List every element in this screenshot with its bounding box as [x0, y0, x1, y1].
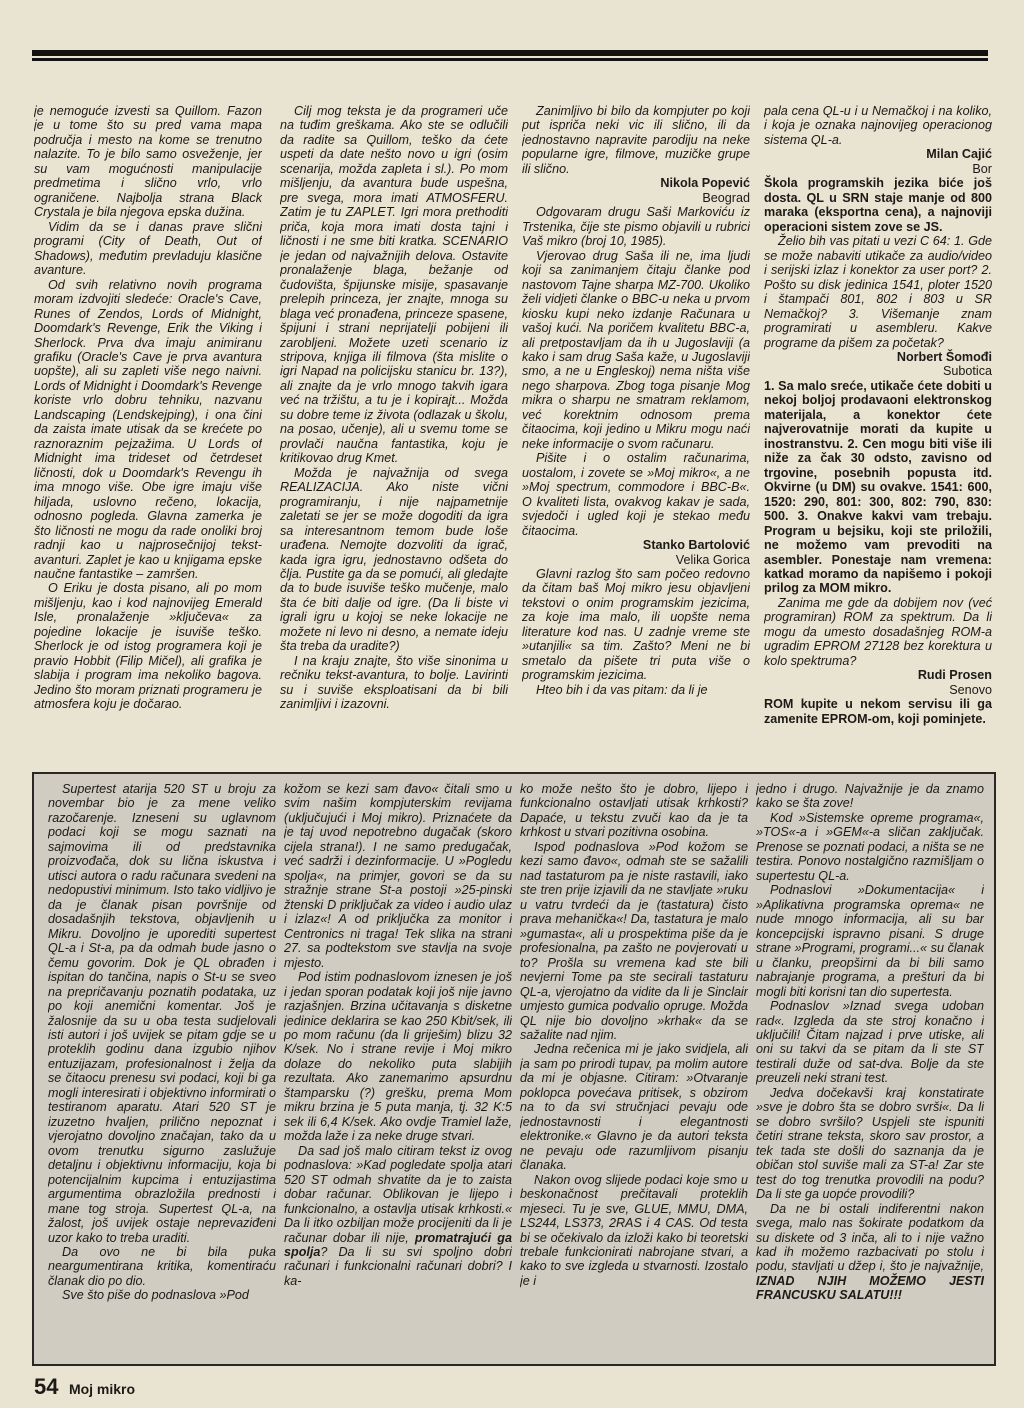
- column-4: [764, 104, 992, 764]
- paragraph: Zanimljivo bi bilo da kompjuter po koji put ispriča neki vic ili slično, ili da jednostavno napravite parodiju na neke popularne igre, filmove, muzičke grupe ili slično.: [522, 104, 750, 176]
- boxed-letter: [32, 772, 996, 1366]
- column-2: [280, 104, 508, 764]
- paragraph: Vjerovao drug Saša ili ne, ima ljudi koji sa zanimanjem čitaju članke pod nastovom Tajne sharpa MZ-700. Ukoliko želi vidjeti članke o BBC-u neka u prvom kiosku kupi neko izdanje Računara u vašoj kući. Na poričem kvalitetu BBC-a, ali pretpostavljam da ih u Jugoslaviji (a kako i sam drug Saša kaže, u Jugoslaviji smo, a ne u Engleskoj) nema ništa više nego sharpova. Zbog toga pisanje Mog mikra o sharpu ne smatram reklamom, već korektnim odnosom prema čitaocima, koji jedino u Mikru mogu naći neke informacije o svom računaru.: [522, 248, 750, 451]
- paragraph: Odgovaram drugu Saši Markoviću iz Trstenika, čije ste pismo objavili u rubrici Vaš mikro (broj 10, 1985).: [522, 205, 750, 249]
- paragraph: Da ne bi ostali indiferentni nakon svega, malo nas šokirate podatkom da su diskete od 3 inča, ali to i nije važno kad ih možemo razbacivati po stolu i podu, stavljati u džep i, što je najvažnije, IZNAD NJIH MOŽEMO JESTI FRANCUSKU SALATU!!!: [756, 1201, 984, 1303]
- signature-place: Velika Gorica: [675, 552, 750, 567]
- paragraph: kožom se kezi sam đavo« čitali smo u svim našim kompjuterskim revijama (uključujući i Moj mikro). Priznaćete da je taj uvod nepotrebno dugačak (skoro cijela strana!). I ne samo predugačak, već sadrži i dezinformacije. U »Pogledu spolja«, na primjer, govori se da su stražnje strane St-a postoji »25-pinski žtenski D priključak za video i audio ulaz i izlaz«! A od priključka za monitor i Centronics ni traga! Tek slika na strani 27. sa podtekstom sve stavlja na svoje mjesto.: [284, 782, 512, 970]
- signature: Stanko Bartolović: [642, 538, 750, 553]
- editor-answer: ROM kupite u nekom servisu ili ga zamenite EPROM-om, koji pominjete.: [764, 697, 992, 726]
- signature: Norbert Šomođi: [896, 349, 992, 364]
- paragraph: Zanima me gde da dobijem nov (već programiran) ROM za spektrum. Da li mogu da umesto dosadašnjeg ROM-a ugradim EPROM 27128 bez korektura u kolo spektruma?: [764, 595, 992, 668]
- paragraph: Sve što piše do podnaslova »Pod: [62, 1288, 249, 1303]
- paragraph: Jedva dočekavši kraj konstatirate »sve je dobro šta se dobro svrši«. Da li se dobro svršilo? Uspjeli ste ispuniti četiri strane teksta, skoro sav prostor, a tek tada ste došli do saznanja da je običan stol suviše mali za ST-a! Zar ste test do tog trenutka provodili na podu? Da li ste ga uopće provodili?: [756, 1085, 984, 1202]
- bold-phrase: IZNAD NJIH MOŽEMO JESTI FRANCUSKU SALATU!!!: [756, 1273, 984, 1303]
- signature: Nikola Popević: [660, 176, 750, 191]
- paragraph: je nemoguće izvesti sa Quillom. Fazon je u tome što su pred vama mapa područja i mesto na kome se trenutno nalazite. To je bilo samo osveženje, jer su vam mogućnosti manipulacije predmetima i slično vrlo, vrlo ograničene. Najbolja strana Black Crystala je bila njegova epska dužina.: [34, 104, 262, 220]
- paragraph: I na kraju znajte, što više sinonima u rečniku tekst-avantura, to bolje. Lavirinti su i suviše eksploatisani da bi bili zanimljivi i izazovni.: [280, 653, 508, 712]
- box-column-3: [520, 782, 748, 1356]
- paragraph: Pišite i o ostalim računarima, uostalom, i zovete se »Moj mikro«, a ne »Moj spectrum, commodore i BBC-B«. O kvaliteti lista, ovakvog kakav je sada, svjedoči i ugled koji je stekao među čitaocima.: [522, 451, 750, 538]
- editor-answer: Škola programskih jezika biće još dosta. QL u SRN staje manje od 800 maraka (eksportna cena), a najnoviji operacioni sistem zove se JS.: [764, 176, 992, 234]
- column-1: [34, 104, 262, 764]
- editor-answer: 1. Sa malo sreće, utikače ćete dobiti u nekoj boljoj prodavaoni elektronskog materijala, a konektor ćete najverovatnije morati da kupite u inostranstvu. 2. Cen mogu biti više ili niže za čak 30 odsto, zavisno od trgovine, posebnih popusta itd. Okvirne (u DM) su ovakve. 1541: 600, 1520: 290, 801: 300, 802: 790, 830: 500. 3. Onakve kakvi vam trebaju. Program u bejsiku, koji ste priložili, ne možemo vam prevoditi na asembler. Ponestaje nam vremena: katkad moramo da napišemo i pokoji prilog za MOM mikro.: [764, 378, 992, 596]
- signature-place: Beograd: [702, 190, 750, 205]
- paragraph: ko može nešto što je dobro, lijepo i funkcionalno ostavljati utisak krhkosti? Dapaće, u tekstu zvuči kao da je ta krhkost u stvari pozitivna osobina.: [520, 782, 748, 840]
- paragraph: Glavni razlog što sam počeo redovno da čitam baš Moj mikro jesu objavljeni tekstovi o onim programskim jezicima, za koje ima malo, ili uopšte nema literature kod nas. U zadnje vreme ste »utanjili« sa tim. Zašto? Meni ne bi smetalo da pišete tri puta više o programskim jezicima.: [522, 567, 750, 683]
- paragraph: O Eriku je dosta pisano, ali po mom mišljenju, kao i kod najnovijeg Emerald Isle, pronalaženje »ključeva« za pojedine lokacije je isuviše teško. Sherlock je od istog programera koji je pravio Hobbit (Filip Mičel), ali grafika je slabija i program ima nekoliko bagova. Jedino što moram priznati programeru je atmosfera koju je dočarao.: [34, 581, 262, 712]
- bold-phrase: promatrajući ga spolja: [284, 1230, 512, 1259]
- paragraph: pala cena QL-u i u Nemačkoj i na koliko, i koja je oznaka najnovijeg operacionog sistema QL-a.: [764, 104, 992, 147]
- paragraph: jedno i drugo. Najvažnije je da znamo kako se šta zove!: [756, 782, 984, 811]
- paragraph: Vidim da se i danas prave slični programi (City of Death, Out of Shadows), međutim prevladuju klasične avanture.: [34, 219, 262, 278]
- paragraph: Cilj mog teksta je da programeri uče na tuđim greškama. Ako ste se odlučili da radite sa Quillom, teško da ćete uspeti da date nešto novo u igri (osim scenarija, možda zapleta i sl.). Po mom mišljenju, da avantura bude uspešna, pre svega, mora imati ATMOSFERU. Zatim je tu ZAPLET. Igri mora prethoditi priča, koja mora imati dosta tajni i ličnosti i ne sme biti kratka. SCENARIO je jedan od najvažnijih delova. Ostavite pronalaženje blaga, bežanje od čudovišta, špijunske misije, spasavanje prelepih princeza, jer znajte, mnoga su blaga već pronađena, princeze spasene, špijuni i strani neprijatelji pobijeni ili zarobljeni. Možete uzeti scenario iz stripova, knjiga ili filmova (šta mislite o igri Napad na policijsku stanicu br. 13?), ali znajte da je vrlo mnogo takvih igara već na tržištu, a tu je i kopirajt... Možda su dobre teme iz života (odlazak u školu, na posao, učenje), ali u svemu tome se provlači naučna fantastika, koju je kritikovao drug Kmet.: [280, 104, 508, 466]
- signature-place: Subotica: [942, 364, 992, 379]
- top-rule: [32, 50, 988, 56]
- column-3: [522, 104, 750, 764]
- signature-place: Senovo: [949, 682, 992, 697]
- paragraph: Od svih relativno novih programa moram izdvojiti sledeće: Oracle's Cave, Runes of Zendos, Lords of Midnight, Doomdark's Revenge, Erik the Viking i Sherlock. Prva dva imaju animiranu grafiku (Oracle's Cave je prva avantura uopšte), ali su zapleti više nego naivni. Lords of Midnight i Doomdark's Revenge koriste vrlo dobru tehniku, nazvanu Landscaping (Lendskejping), i ona čini da zaista imate utisak da se krećete po raznoraznim pejzažima. U Lords of Midnight ima trideset od četrdeset ličnosti, dok u Doomdark's Revengu ih ima mnogo više. Obe igre imaju više hiljada, uslovno rečeno, lokacija, odnosno pogleda. Glavna zamerka je što ličnosti ne mogu da rade onoliki broj radnji kao u najprosečnijoj tekst-avanturi. Zaplet je kao u knjigama epske naučne fantastike – zamršen.: [34, 277, 262, 581]
- paragraph: Jedna rečenica mi je jako svidjela, ali ja sam po prirodi tupav, pa molim autore da mi je objasne. Citiram: »Otvaranje poklopca povećava pritisek, s obzirom na to da svi stručnjaci pevaju ode jednostavnosti i elegantnosti elektronike.« Glavno je da autori teksta ne pevaju ode razumljivom pisanju članaka.: [520, 1042, 748, 1173]
- signature-place: Bor: [972, 161, 992, 176]
- page-number: 54: [34, 1374, 59, 1399]
- paragraph: Da ovo ne bi bila puka neargumentirana kritika, komentiraću članak dio po dio.: [48, 1245, 276, 1288]
- top-rule-thin: [32, 58, 988, 61]
- paragraph: Ispod podnaslova »Pod kožom se kezi samo đavo«, odmah ste se sažalili nad tastaturom pa je niste rastavili, iako ste tren prije izjavili da ne stavljate »ruku u vatru tvrdeći da je (tastatura) čisto prava mehanička«! Da, tastatura je malo »gumasta«, ali u prospektima piše da je profesionalna, pa zašto ne povjerovati u to? Prošla su vremena kad ste bili nevjerni Tome pa ste secirali tastaturu QL-a, vjerojatno da vidite da li je Sinclair umjesto gumica podvalio opruge. Možda QL nije bio dovoljno »krhak« da se sažalite nad njim.: [520, 839, 748, 1042]
- signature: Rudi Prosen: [917, 668, 992, 683]
- paragraph: Želio bih vas pitati u vezi C 64: 1. Gde se može nabaviti utikače za audio/video i serijski izlaz i konektor za user port? 2. Pošto su disk jedinica 1541, ploter 1520 i štampači 801, 802 i 803 u SR Nemačkoj? 3. Višemanje znam programirati u asembleru. Kakve programe da pišem za početak?: [764, 234, 992, 350]
- paragraph: Da sad još malo citiram tekst iz ovog podnaslova: »Kad pogledate spolja atari 520 ST odmah shvatite da je to zaista dobar računar. Oblikovan je lijepo i funkcionalno, a ostavlja utisak krhkosti.« Da li itko ozbiljan može procijeniti da li je računar dobar ili nije, promatrajući ga spolja? Da li su svi spoljno dobri računari i funkcionalni računari dobri? I ka-: [284, 1143, 512, 1288]
- paragraph: Supertest atarija 520 ST u broju za novembar bio je za mene veliko razočarenje. Izneseni su uglavnom podaci koji se mogu saznati na sajmovima ili od predstavnika proizvođača, dok su lična iskustva i utisci autora o radu računara svedeni na nedopustivi minimum. Isto tako vidljivo je da je članak pisan površnije od dosadašnjih tekstova, objavljenih u Mikru. Dovoljno je uporediti supertest QL-a i St-a, pa da odmah bude jasno o čemu govorim. Dok je QL obrađen i ispitan do tančina, napis o St-u se sveo na prepričavanju poznatih podataka, uz po koji anemični komentar. Još je žalosnije da su u oba testa sudjelovali isti autori i još uvijek se pitam gdje se u proteklih godinu dana izgubio njihov entuzijazam, profesionalnost i želja da se čitaocu prenesu svi podaci, koji bi ga mogli interesirati i objektivno informirati o testiranom aparatu. Atari 520 ST je izuzetno hvaljen, prilično nepoznat i vjerojatno dovoljno značajan, tako da u ovom trenutku sigurno zaslužuje detaljnu i objektivnu informaciju, koja bi potencijalnim kupcima i entuzijastima argumentima obrazložila prednosti i mane tog stroja. Supertest QL-a, na žalost, još uvijek ostaje neprevaziđeni uzor kako to treba uraditi.: [48, 782, 276, 1245]
- paragraph: Kod »Sistemske opreme programa«, »TOS«-a i »GEM«-a sličan zaključak. Prenose se poznati podaci, a ništa se ne testira. Ponovo nostalgično razmišljam o supertestu QL-a.: [756, 810, 984, 883]
- box-column-4: [756, 782, 984, 1356]
- paragraph: Podnaslovi »Dokumentacija« i »Aplikativna programska oprema« ne nude mnogo informacija, ali su bar koncepcijski ispravno pisani. S druge strane »Programi, programi...« su članak u članku, preopširni da bi bili samo nabrajanje programa, a prešturi da bi mogli biti korisni tan dio supertesta.: [756, 883, 984, 999]
- page-footer: [34, 1374, 135, 1400]
- paragraph: Možda je najvažnija od svega REALIZACIJA. Ako niste vični programiranju, i nije najpametnije zaletati se jer se može dogoditi da igra sa interesantnom temom bude loše urađena. Nemojte dozvoliti da igrač, kada igra igru, jednostavno odšeta do člja. Pustite ga da se pomući, ali gledajte da to bude isuviše teško mučenje, malo šta će biti dalje od igre. (Da li biste vi igrali igru u kojoj se neke lokacije ne možete ni levo ni desno, a nemate ideju šta treba da uradite?): [280, 465, 508, 654]
- paragraph: Pod istim podnaslovom iznesen je još i jedan sporan podatak koji još nije javno razjašnjen. Brzina učitavanja s disketne jedinice deklarira se kao 250 Kbit/sek, ili po mom računu (da li griješim) blizu 32 K/sek. No i strane revije i Moj mikro dolaze do nekoliko puta slabijih rezultata. Ako zanemarimo apsurdnu štamparsku (?) grešku, prema Mom mikru brzina je 5 puta manja, tj. 32 K:5 sek ili 6,4 K/sek. Ako ovdje Tramiel laže, možda laže i za neke druge stvari.: [284, 970, 512, 1144]
- paragraph: Hteo bih i da vas pitam: da li je: [536, 682, 708, 697]
- box-column-1: [48, 782, 276, 1356]
- paragraph: Podnaslov »Iznad svega udoban rad«. Izgleda da ste stroj konačno i uključili! Čitam najzad i prve utiske, ali oni su takvi da se pitam da li ste ST testirali duže od sat-dva. Bolje da ste preuzeli neki strani test.: [756, 999, 984, 1086]
- box-column-2: [284, 782, 512, 1356]
- paragraph: Nakon ovog slijede podaci koje smo u beskonačnost prečitavali proteklih mjeseci. Tu je sve, GLUE, MMU, DMA, LS244, LS373, 2RAS i 4 CAS. Od testa bi se očekivalo da izloži kako bi teoretski trebale funkcionirati nabrojane stvari, a kako to sve izgleda u stvarnosti. Izostalo je i: [520, 1172, 748, 1288]
- magazine-name: Moj mikro: [68, 1381, 136, 1397]
- signature: Milan Cajić: [926, 147, 992, 162]
